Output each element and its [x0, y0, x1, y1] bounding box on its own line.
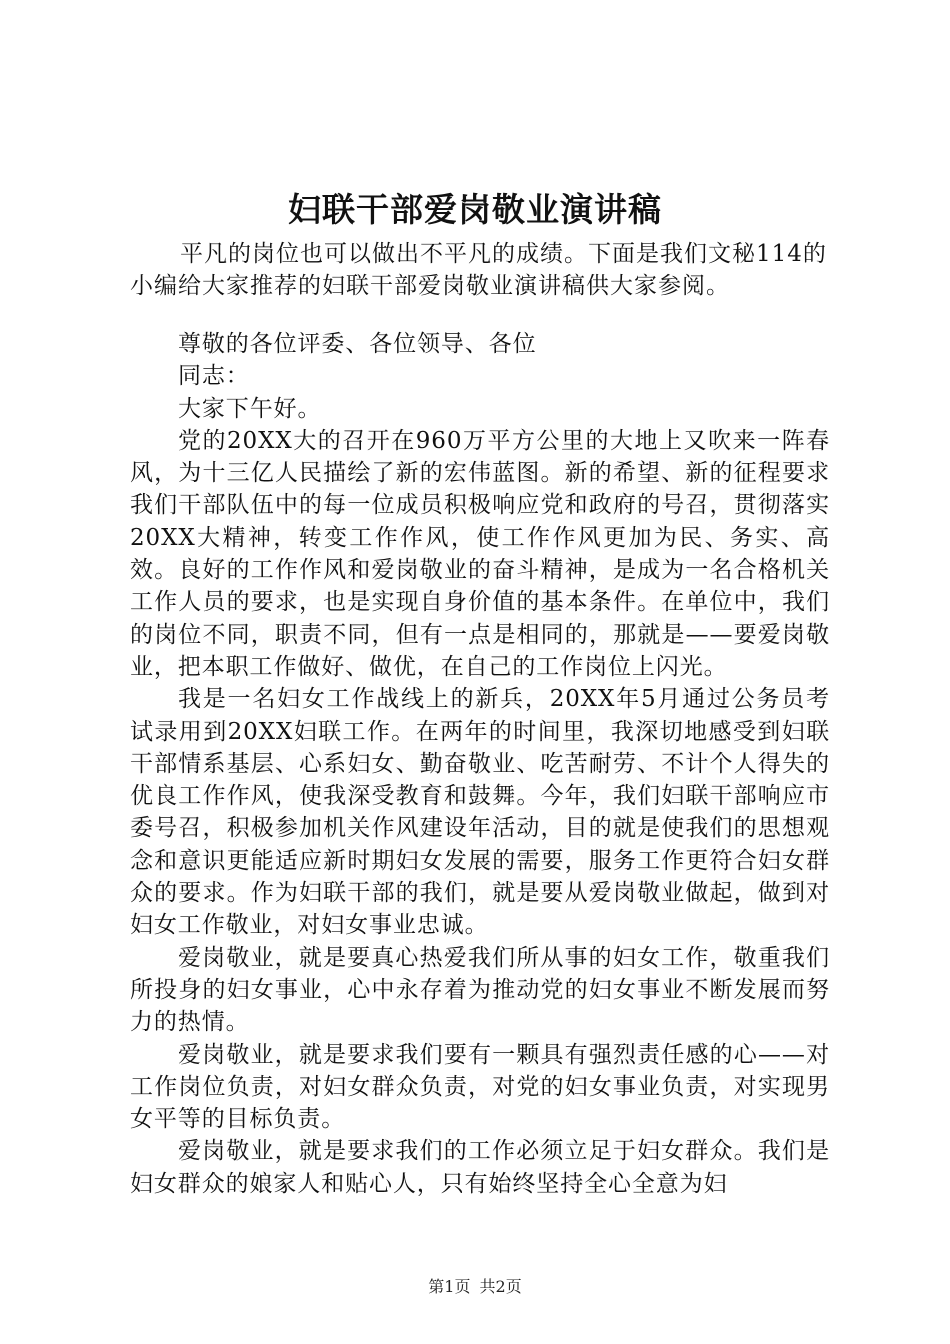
greeting-line: 大家下午好。 [178, 395, 322, 422]
page-number: 第1页 [428, 1277, 471, 1296]
intro-paragraph: 平凡的岗位也可以做出不平凡的成绩。下面是我们文秘114的小编给大家推荐的妇联干部爱岗敬业演讲稿供大家参阅。 [130, 241, 827, 299]
body-paragraph: 爱岗敬业，就是要求我们要有一颗具有强烈责任感的心——对工作岗位负责，对妇女群众负责，对党的妇女事业负责，对实现男女平等的目标负责。 [130, 1041, 830, 1133]
document-title: 妇联干部爱岗敬业演讲稿 [288, 190, 662, 229]
body-paragraph: 我是一名妇女工作战线上的新兵，20XX年5月通过公务员考试录用到20XX妇联工作。在两年的时间里，我深切地感受到妇联干部情系基层、心系妇女、勤奋敬业、吃苦耐劳、不计个人得失的优良工作作风，使我深受教育和鼓舞。今年，我们妇联干部响应市委号召，积极参加机关作风建设年活动，目的就是使我们的思想观念和意识更能适应新时期妇女发展的需要，服务工作更符合妇女群众的要求。作为妇联干部的我们，就是要从爱岗敬业做起，做到对妇女工作敬业，对妇女事业忠诚。 [130, 686, 830, 939]
page-footer [0, 1277, 950, 1297]
salutation-line-2: 同志： [178, 363, 250, 390]
body-paragraph: 爱岗敬业，就是要真心热爱我们所从事的妇女工作，敬重我们所投身的妇女事业，心中永存着为推动党的妇女事业不断发展而努力的热情。 [130, 944, 830, 1036]
speech-body [130, 328, 830, 1200]
page-total: 共2页 [479, 1277, 522, 1296]
body-paragraph: 爱岗敬业，就是要求我们的工作必须立足于妇女群众。我们是妇女群众的娘家人和贴心人，只有始终坚持全心全意为妇 [130, 1138, 830, 1197]
body-paragraph: 党的20XX大的召开在960万平方公里的大地上又吹来一阵春风，为十三亿人民描绘了新的宏伟蓝图。新的希望、新的征程要求我们干部队伍中的每一位成员积极响应党和政府的号召，贯彻落实20XX大精神，转变工作作风，使工作作风更加为民、务实、高效。良好的工作作风和爱岗敬业的奋斗精神，是成为一名合格机关工作人员的要求，也是实现自身价值的基本条件。在单位中，我们的岗位不同，职责不同，但有一点是相同的，那就是——要爱岗敬业，把本职工作做好、做优，在自己的工作岗位上闪光。 [130, 427, 830, 680]
salutation-line-1: 尊敬的各位评委、各位领导、各位 [178, 331, 537, 357]
